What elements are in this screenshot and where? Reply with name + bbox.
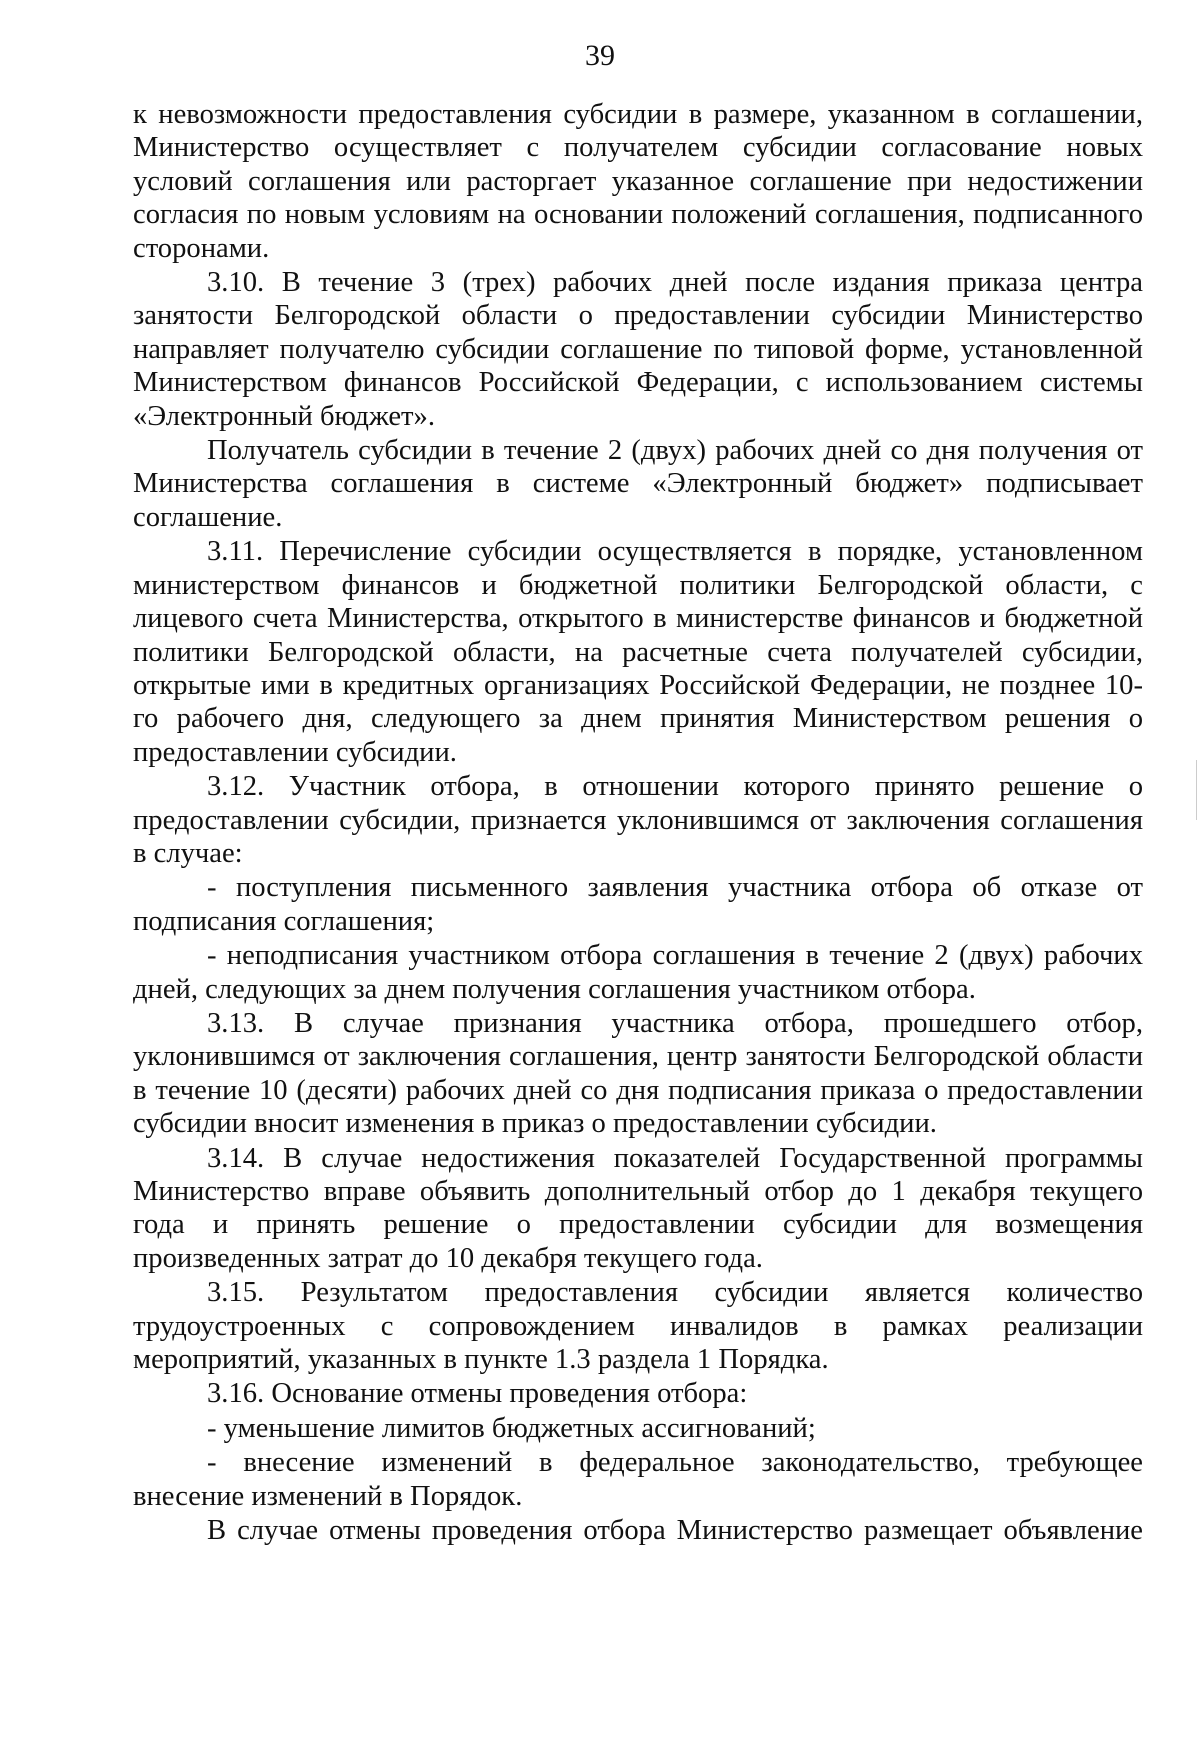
paragraph-3-13: 3.13. В случае признания участника отбора, прошедшего отбор, уклонившимся от заключения соглашения, центр занятости Белгородской области в течение 10 (десяти) рабочих дней со дня подписания приказа о предоставлении субсидии вносит изменения в приказ о предоставлении субсидии. <box>133 1007 1143 1140</box>
list-item-non-signing: - неподписания участником отбора соглашения в течение 2 (двух) рабочих дней, следующих за днем получения соглашения участником отбора. <box>133 940 1143 1005</box>
list-item-legislation-change: - внесение изменений в федеральное законодательство, требующее внесение изменений в Порядок. <box>133 1447 1143 1512</box>
paragraph-cancellation-notice: В случае отмены проведения отбора Министерство размещает объявление <box>207 1515 1143 1547</box>
paragraph-3-15: 3.15. Результатом предоставления субсидии является количество трудоустроенных с сопровождением инвалидов в рамках реализации мероприятий, указанных в пункте 1.3 раздела 1 Порядка. <box>133 1277 1143 1376</box>
paragraph-3-16: 3.16. Основание отмены проведения отбора: <box>207 1378 748 1410</box>
paragraph-recipient-signing: Получатель субсидии в течение 2 (двух) рабочих дней со дня получения от Министерства соглашения в системе «Электронный бюджет» подписывает соглашение. <box>133 435 1143 533</box>
paragraph-3-14: 3.14. В случае недостижения показателей Государственной программы Министерство вправе объявить дополнительный отбор до 1 декабря текущего года и принять решение о предоставлении субсидии для возмещения произведенных затрат до 10 декабря текущего года. <box>133 1142 1143 1274</box>
document-body <box>133 98 1143 1548</box>
paragraph-3-10: 3.10. В течение 3 (трех) рабочих дней после издания приказа центра занятости Белгородской области о предоставлении субсидии Министерство направляет получателю субсидии соглашение по типовой форме, установленной Министерством финансов Российской Федерации, с использованием системы «Электронный бюджет». <box>133 267 1143 432</box>
page-number: 39 <box>585 39 615 72</box>
paragraph-3-12: 3.12. Участник отбора, в отношении которого принято решение о предоставлении субсидии, признается уклонившимся от заключения соглашения в случае: <box>133 771 1143 869</box>
list-item-written-refusal: - поступления письменного заявления участника отбора об отказе от подписания соглашения; <box>133 872 1143 937</box>
paragraph-3-11: 3.11. Перечисление субсидии осуществляется в порядке, установленном министерством финансов и бюджетной политики Белгородской области, с лицевого счета Министерства, открытого в министерстве финансов и бюджетной политики Белгородской области, на расчетные счета получателей субсидии, открытые ими в кредитных организациях Российской Федерации, не позднее 10-го рабочего дня, следующего за днем принятия Министерством решения о предоставлении субсидии. <box>133 536 1143 768</box>
scan-edge-mark <box>1196 760 1197 820</box>
paragraph-continuation: к невозможности предоставления субсидии в размере, указанном в соглашении, Министерство осуществляет с получателем субсидии согласование новых условий соглашения или расторгает указанное соглашение при недостижении согласия по новым условиям на основании положений соглашения, подписанного сторонами. <box>133 99 1143 264</box>
list-item-budget-reduction: - уменьшение лимитов бюджетных ассигнований; <box>207 1412 816 1444</box>
